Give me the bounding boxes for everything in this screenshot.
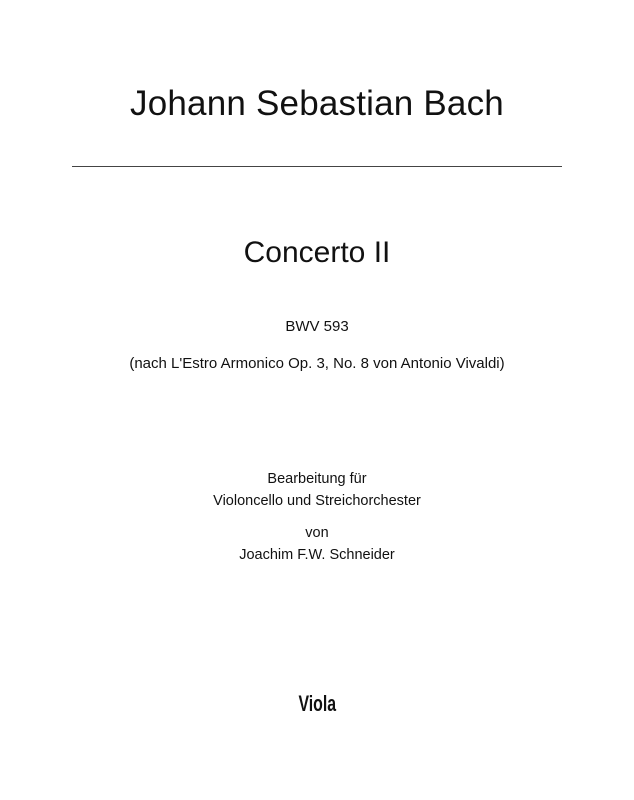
composer-name: Johann Sebastian Bach: [130, 84, 504, 123]
divider-rule: [72, 166, 562, 167]
source-note: (nach L'Estro Armonico Op. 3, No. 8 von Antonio Vivaldi): [129, 355, 505, 372]
arrangement-credit: [0, 468, 634, 566]
part-name: Viola: [298, 691, 337, 716]
catalog-number: BWV 593: [285, 318, 349, 335]
arranger-name: Joachim F.W. Schneider: [239, 547, 395, 563]
arrangement-line-1: Bearbeitung für: [267, 471, 367, 487]
work-title: Concerto II: [243, 236, 391, 269]
by-label: von: [305, 525, 329, 541]
spacer: [0, 512, 634, 522]
arrangement-line-2: Violoncello und Streichorchester: [213, 493, 421, 509]
